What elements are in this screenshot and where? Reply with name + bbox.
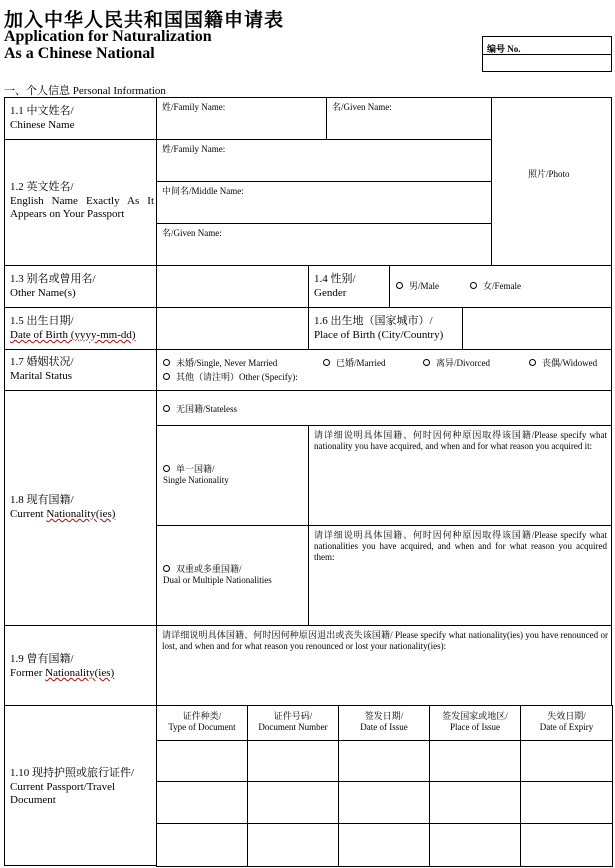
other-names-label-en: Other Name(s) <box>10 287 76 299</box>
passport-column-header-en: Place of Issue <box>450 722 500 732</box>
passport-column-header-cn: 失效日期/ <box>547 711 586 721</box>
passport-table-input-cell[interactable] <box>247 823 339 867</box>
date-of-birth-label-cn: 1.5 出生日期/ <box>10 315 74 327</box>
photo-box[interactable] <box>491 97 612 266</box>
passport-table-input-cell[interactable] <box>520 823 613 867</box>
stateless-option[interactable] <box>163 402 237 415</box>
marital-status-label-cn: 1.7 婚姻状况/ <box>10 356 74 368</box>
former-nationality-label-cn: 1.9 曾有国籍/ <box>10 653 74 665</box>
former-nationality-label-en: Former Nationality(ies) <box>10 667 115 679</box>
other-names-label-cn: 1.3 别名或曾用名/ <box>10 273 96 285</box>
marital-single-label: 未婚/Single, Never Married <box>176 358 278 368</box>
row-1-2-label-cell <box>4 139 157 266</box>
passport-column-header <box>521 711 612 733</box>
passport-column-header <box>430 711 520 733</box>
row-1-1-label-cell <box>4 97 157 140</box>
radio-icon <box>470 282 477 289</box>
passport-table-header-cell <box>247 705 339 741</box>
stateless-cell <box>156 390 612 426</box>
passport-table-header-cell <box>520 705 613 741</box>
dual-nationality-details-field[interactable] <box>308 525 612 626</box>
row-1-8-label-cell <box>4 390 157 626</box>
chinese-family-name-label: 姓/Family Name: <box>162 102 226 112</box>
marital-status-options-cell <box>156 349 612 391</box>
marital-single-option[interactable] <box>163 356 277 369</box>
marital-married-option[interactable] <box>323 356 386 369</box>
radio-icon <box>163 359 170 366</box>
passport-table-input-cell[interactable] <box>156 781 248 824</box>
passport-column-header-en: Type of Document <box>168 722 236 732</box>
passport-table-input-cell[interactable] <box>520 781 613 824</box>
radio-icon <box>323 359 330 366</box>
radio-icon <box>396 282 403 289</box>
passport-column-header <box>248 711 338 733</box>
passport-table-input-cell[interactable] <box>247 781 339 824</box>
radio-icon <box>163 565 170 572</box>
section-heading: 一、个人信息 Personal Information <box>4 85 166 97</box>
marital-divorced-label: 离异/Divorced <box>436 358 490 368</box>
former-nationality-details-field[interactable] <box>156 625 612 706</box>
passport-column-header <box>339 711 429 733</box>
passport-column-header-en: Document Number <box>258 722 328 732</box>
gender-label-en: Gender <box>314 287 347 299</box>
row-1-6-label-cell <box>308 307 463 350</box>
passport-label-en: Current Passport/Travel Document <box>10 781 116 806</box>
passport-table-input-cell[interactable] <box>156 740 248 782</box>
passport-table-input-cell[interactable] <box>429 740 521 782</box>
gender-female-label: 女/Female <box>483 281 521 291</box>
passport-table-input-cell[interactable] <box>338 823 430 867</box>
radio-icon <box>423 359 430 366</box>
marital-other-option[interactable] <box>163 370 298 383</box>
english-given-name-label: 名/Given Name: <box>162 228 222 238</box>
english-given-name-field[interactable] <box>156 223 492 266</box>
passport-table-input-cell[interactable] <box>520 740 613 782</box>
form-title-english-line2: As a Chinese National <box>4 45 155 62</box>
gender-male-label: 男/Male <box>409 281 439 291</box>
gender-label-cn: 1.4 性别/ <box>314 273 356 285</box>
marital-widowed-option[interactable] <box>529 356 597 369</box>
current-nationality-label-cn: 1.8 现有国籍/ <box>10 494 74 506</box>
marital-married-label: 已婚/Married <box>336 358 386 368</box>
application-number-label: 编号 No. <box>487 44 521 54</box>
row-1-3-label-cell <box>4 265 157 308</box>
english-family-name-label: 姓/Family Name: <box>162 144 226 154</box>
place-of-birth-label-cn: 1.6 出生地（国家城市）/ <box>314 315 433 327</box>
passport-table-input-cell[interactable] <box>156 823 248 867</box>
passport-table-header-cell <box>429 705 521 741</box>
english-middle-name-field[interactable] <box>156 181 492 224</box>
passport-table-header-cell <box>156 705 248 741</box>
single-nationality-label-en: Single Nationality <box>163 475 229 485</box>
gender-female-option[interactable] <box>470 279 521 292</box>
marital-other-label: 其他（请注明）Other (Specify): <box>176 372 298 382</box>
row-1-4-label-cell <box>308 265 390 308</box>
other-names-field[interactable] <box>156 265 309 308</box>
dual-nationality-instructions: 请详细说明具体国籍、何时因何种原因取得该国籍/Please specify what nationalities you have acquired, and when and for what reason you acquired them: <box>314 530 607 562</box>
radio-icon <box>529 359 536 366</box>
gender-male-option[interactable] <box>396 279 439 292</box>
stateless-label: 无国籍/Stateless <box>176 404 237 414</box>
passport-column-header-en: Date of Issue <box>360 722 408 732</box>
english-middle-name-label: 中间名/Middle Name: <box>162 186 244 196</box>
passport-table-header-cell <box>338 705 430 741</box>
radio-icon <box>163 465 170 472</box>
passport-table-input-cell[interactable] <box>338 781 430 824</box>
dual-nationality-label-en: Dual or Multiple Nationalities <box>163 575 272 585</box>
row-1-5-label-cell <box>4 307 157 350</box>
photo-label: 照片/Photo <box>528 169 570 179</box>
row-1-7-label-cell <box>4 349 157 391</box>
chinese-given-name-label: 名/Given Name: <box>332 102 392 112</box>
english-name-label-en: English Name Exactly As It Appears on Your Passport <box>10 195 154 220</box>
chinese-given-name-field[interactable] <box>326 97 492 140</box>
current-nationality-label-en: Current Nationality(ies) <box>10 508 116 520</box>
radio-icon <box>163 405 170 412</box>
dual-nationality-cell <box>156 525 309 626</box>
single-nationality-option[interactable] <box>163 462 215 475</box>
chinese-name-label-cn: 1.1 中文姓名/ <box>10 105 74 117</box>
dual-nationality-option[interactable] <box>163 562 242 575</box>
date-of-birth-field[interactable] <box>156 307 309 350</box>
passport-column-header-cn: 证件种类/ <box>182 711 222 721</box>
application-number-field[interactable] <box>482 53 612 72</box>
passport-table-input-cell[interactable] <box>338 740 430 782</box>
radio-icon <box>163 373 170 380</box>
english-family-name-field[interactable] <box>156 139 492 182</box>
dual-nationality-label-cn: 双重或多重国籍/ <box>176 564 242 574</box>
row-1-9-label-cell <box>4 625 157 706</box>
passport-column-header <box>157 711 247 733</box>
passport-table-input-cell[interactable] <box>247 740 339 782</box>
marital-widowed-label: 丧偶/Widowed <box>542 358 598 368</box>
chinese-family-name-field[interactable] <box>156 97 327 140</box>
single-nationality-instructions: 请详细说明具体国籍、何时因何种原因取得该国籍/Please specify what nationality you have acquired, and when and for what reason you acquired it: <box>314 430 607 451</box>
form-title-chinese: 加入中华人民共和国国籍申请表 <box>4 9 285 31</box>
chinese-name-label-en: Chinese Name <box>10 119 75 131</box>
single-nationality-label-cn: 单一国籍/ <box>176 464 215 474</box>
passport-column-header-cn: 签发日期/ <box>364 711 404 721</box>
marital-status-label-en: Marital Status <box>10 370 73 382</box>
passport-label-cn: 1.10 现持护照或旅行证件/ <box>10 767 135 779</box>
former-nationality-instructions: 请详细说明具体国籍、何时因何种原因退出或丧失该国籍/ Please specify what nationality(ies) you have renounced or lost, and when and for what reason you renounced or lost your nationality(ies): <box>162 630 608 651</box>
passport-column-header-en: Date of Expiry <box>539 722 594 732</box>
passport-table-input-cell[interactable] <box>429 781 521 824</box>
date-of-birth-label-en: Date of Birth (yyyy-mm-dd) <box>10 329 136 341</box>
place-of-birth-field[interactable] <box>462 307 612 350</box>
english-name-label-cn: 1.2 英文姓名/ <box>10 181 74 193</box>
single-nationality-cell <box>156 425 309 526</box>
row-1-10-label-cell <box>4 705 157 866</box>
place-of-birth-label-en: Place of Birth (City/Country) <box>314 329 444 341</box>
gender-options-cell <box>389 265 612 308</box>
marital-divorced-option[interactable] <box>423 356 490 369</box>
passport-column-header-cn: 签发国家或地区/ <box>442 711 508 721</box>
single-nationality-details-field[interactable] <box>308 425 612 526</box>
passport-table-input-cell[interactable] <box>429 823 521 867</box>
passport-column-header-cn: 证件号码/ <box>273 711 313 721</box>
form-title-english-line1: Application for Naturalization <box>4 28 212 45</box>
